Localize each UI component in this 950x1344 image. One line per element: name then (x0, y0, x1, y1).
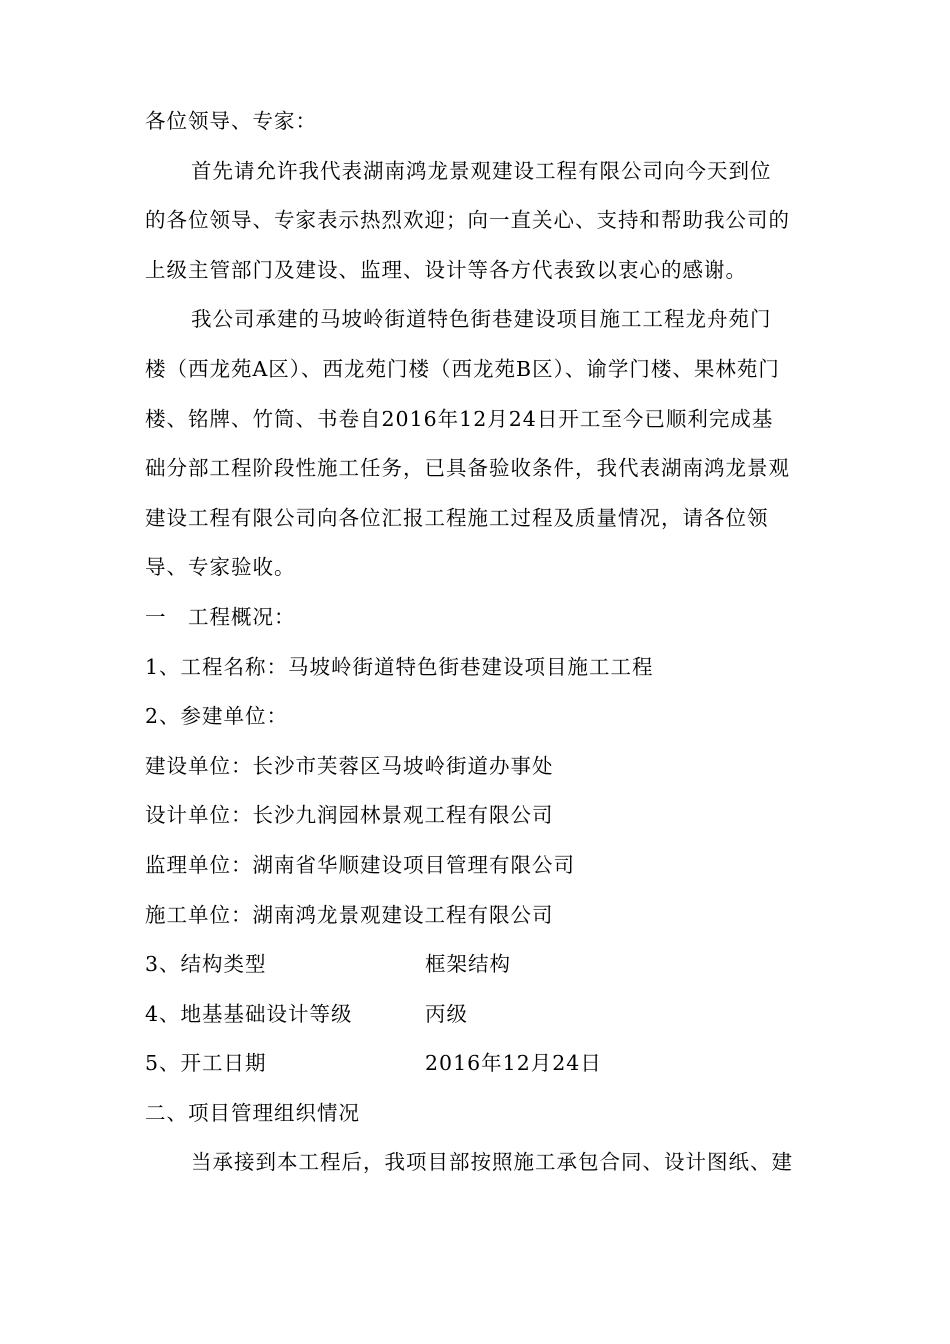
paragraph-line: 当承接到本工程后，我项目部按照施工承包合同、设计图纸、建 (191, 1150, 793, 1175)
list-item: 1、工程名称：马坡岭街道特色街巷建设项目施工工程 (145, 654, 654, 679)
info-row (145, 990, 825, 1040)
paragraph-line: 首先请允许我代表湖南鸿龙景观建设工程有限公司向今天到位 (191, 158, 772, 183)
list-item: 2、参建单位： (145, 704, 289, 729)
unit-line: 建设单位：长沙市芙蓉区马坡岭街道办事处 (145, 753, 554, 778)
section-title: 二、项目管理组织情况 (145, 1100, 360, 1125)
paragraph-line: 上级主管部门及建设、监理、设计等各方代表致以衷心的感谢。 (145, 257, 747, 282)
paragraph-line: 建设工程有限公司向各位汇报工程施工过程及质量情况，请各位领 (145, 505, 769, 530)
unit-line: 监理单位：湖南省华顺建设项目管理有限公司 (145, 852, 575, 877)
info-value: 丙级 (425, 1001, 468, 1026)
unit-line: 施工单位：湖南鸿龙景观建设工程有限公司 (145, 902, 554, 927)
paragraph-line: 楼（西龙苑A区）、西龙苑门楼（西龙苑B区）、谕学门楼、果林苑门 (145, 356, 780, 381)
unit-line: 设计单位：长沙九润园林景观工程有限公司 (145, 803, 554, 828)
info-value: 框架结构 (425, 952, 511, 977)
paragraph-line: 楼、铭牌、竹筒、书卷自2016年12月24日开工至今已顺利完成基 (145, 406, 774, 431)
greeting: 各位领导、专家： (145, 109, 317, 133)
info-value: 2016年12月24日 (425, 1051, 602, 1076)
paragraph-line: 的各位领导、专家表示热烈欢迎；向一直关心、支持和帮助我公司的 (145, 208, 790, 233)
paragraph-line: 导、专家验收。 (145, 555, 296, 580)
info-label: 5、开工日期 (145, 1051, 267, 1076)
info-row (145, 940, 825, 990)
section-title: 一 工程概况： (145, 604, 296, 629)
paragraph-line: 础分部工程阶段性施工任务，已具备验收条件，我代表湖南鸿龙景观 (145, 456, 790, 481)
info-label: 4、地基基础设计等级 (145, 1001, 353, 1026)
document-page (145, 97, 825, 1188)
info-label: 3、结构类型 (145, 952, 267, 977)
info-row (145, 1039, 825, 1089)
paragraph-line: 我公司承建的马坡岭街道特色街巷建设项目施工工程龙舟苑门 (191, 307, 772, 332)
